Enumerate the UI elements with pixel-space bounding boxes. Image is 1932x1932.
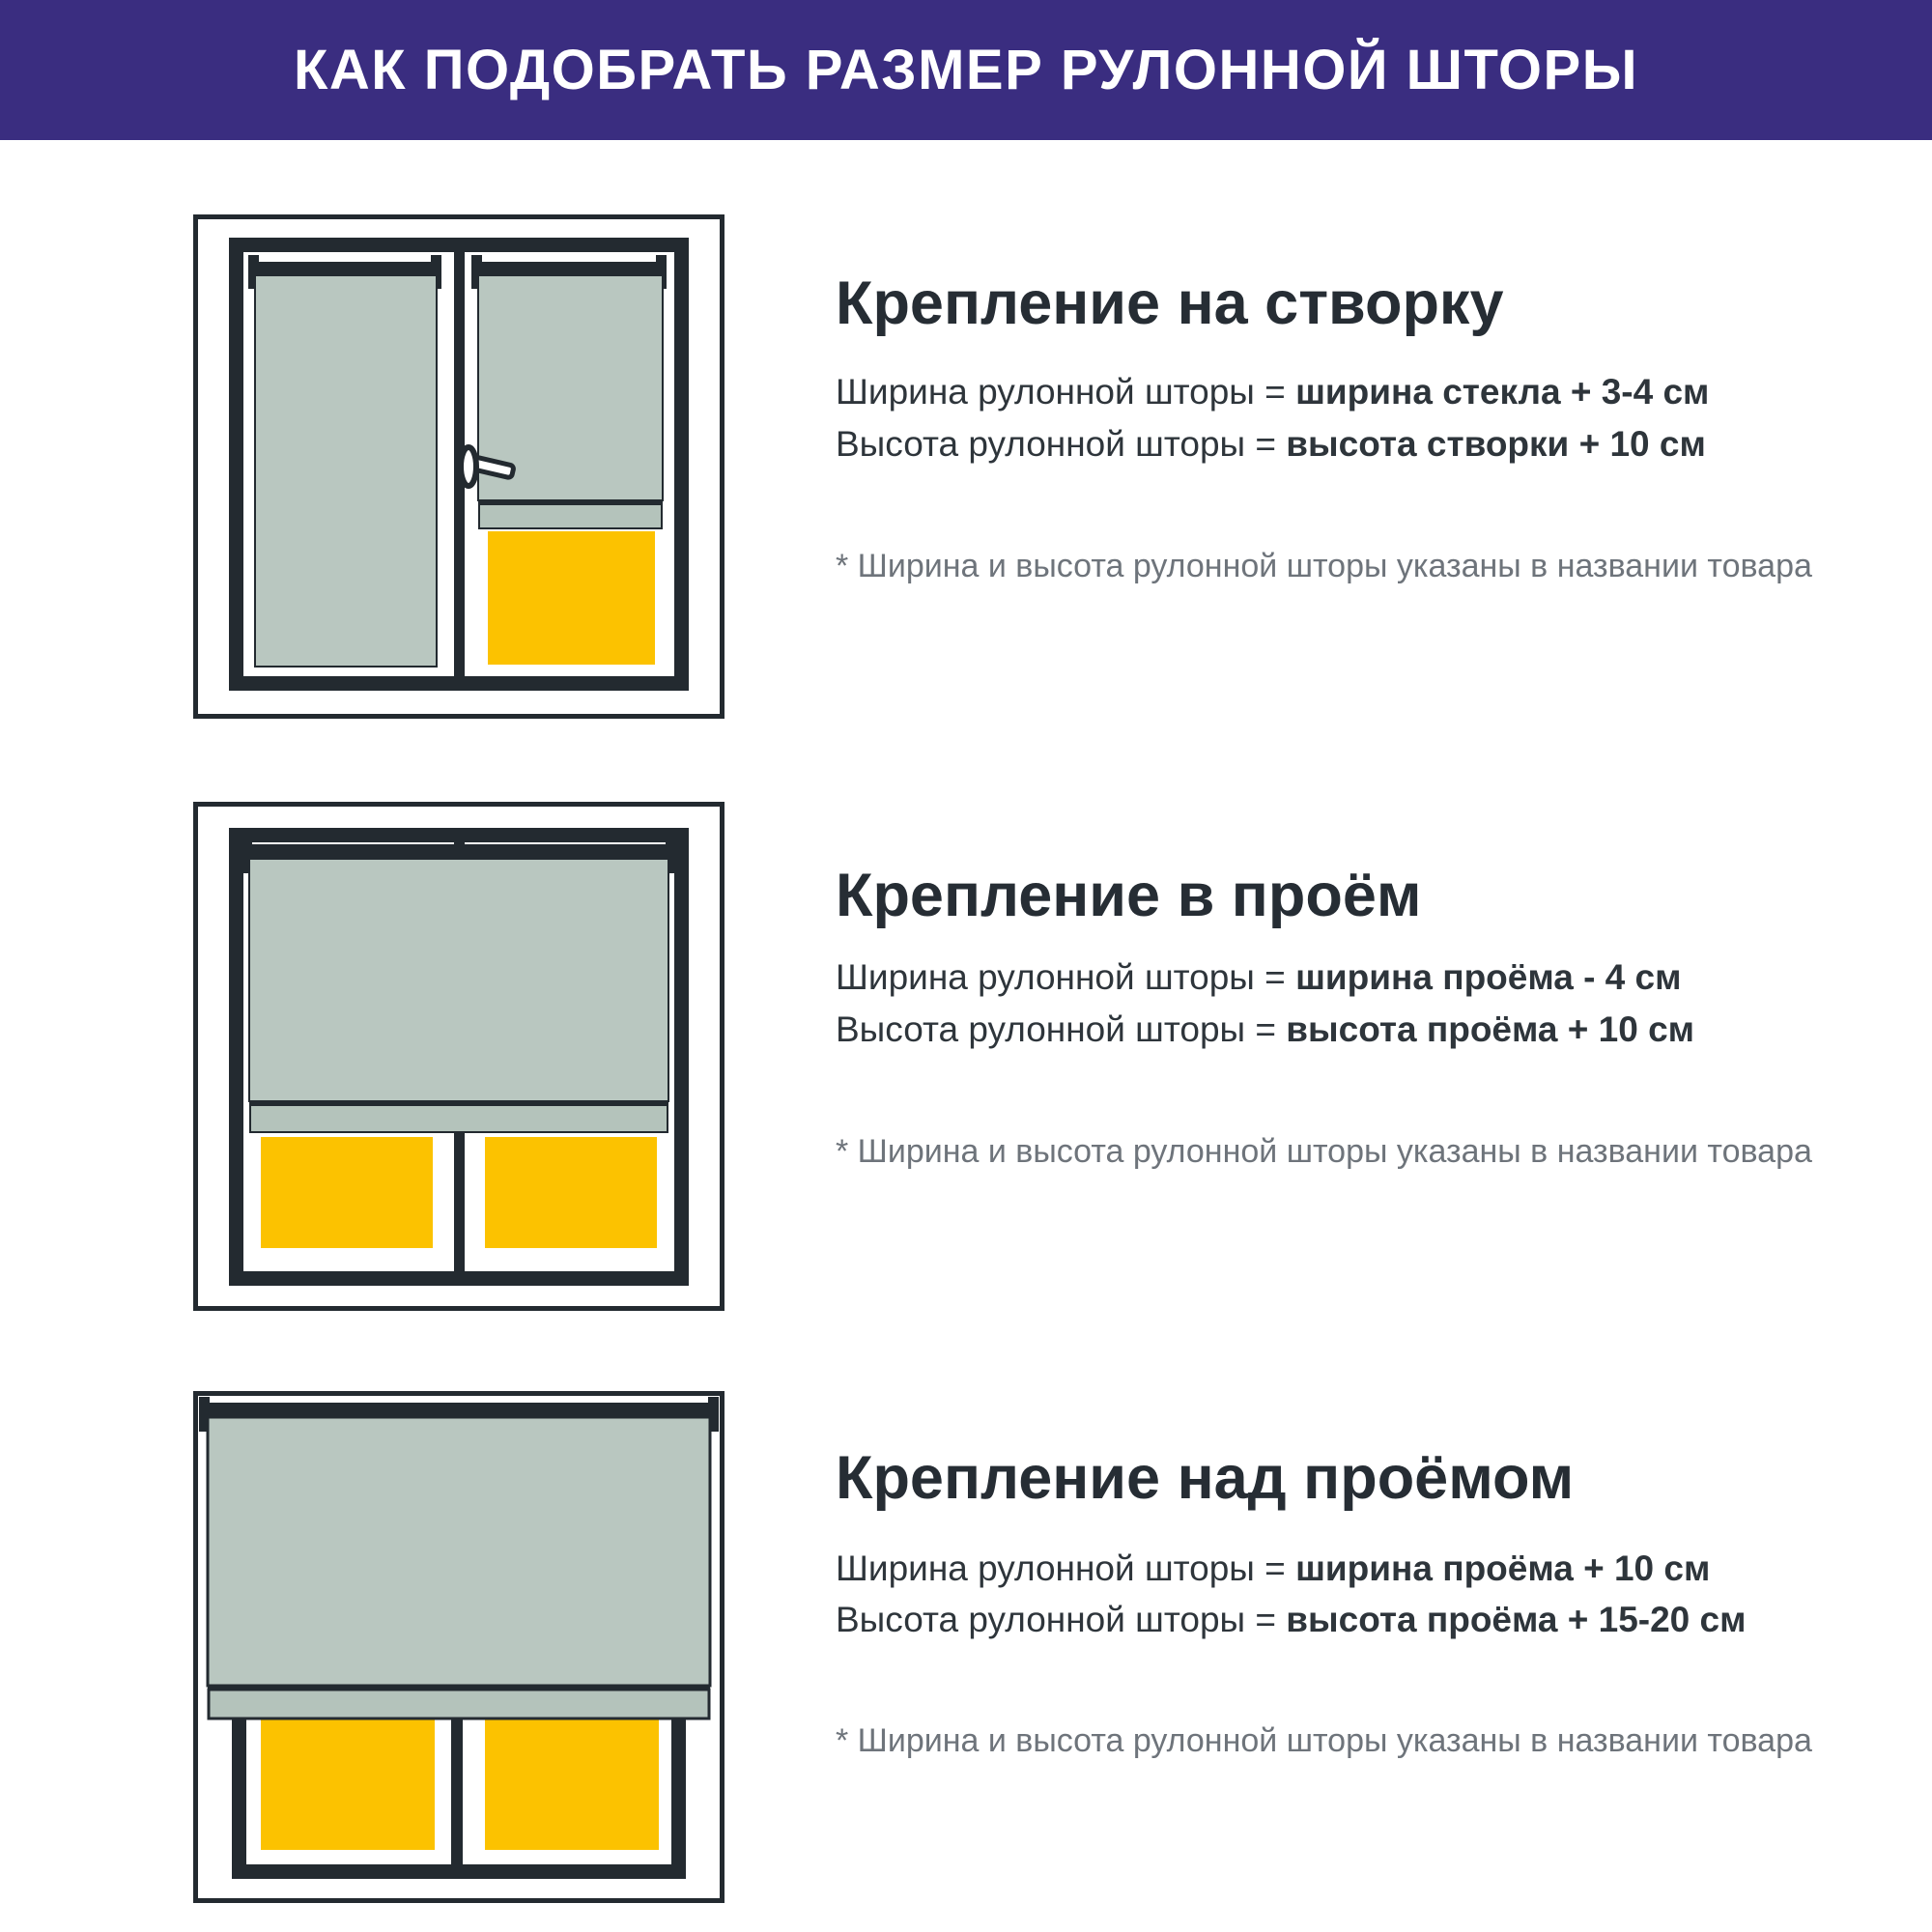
glass-sunlight-right [488,531,655,665]
section-heading: Крепление в проём [836,862,1422,929]
formula-height [836,423,1706,466]
glass-sunlight-right [485,1717,659,1850]
formula-height [836,1599,1747,1641]
banner-title: КАК ПОДОБРАТЬ РАЗМЕР РУЛОННОЙ ШТОРЫ [293,39,1639,101]
blind-fabric [208,1417,710,1686]
formula-height-value: высота проёма + 10 см [1286,1009,1695,1049]
section-mount-on-sash [0,214,1932,755]
blind-bottom-bar [479,504,662,528]
section-heading: Крепление на створку [836,270,1504,337]
formula-width [836,1548,1710,1590]
section-footnote: * Ширина и высота рулонной шторы указаны в названии товара [836,1133,1812,1170]
formula-height-prefix: Высота рулонной шторы = [836,1600,1287,1639]
glass-sunlight-left [261,1717,435,1850]
section-heading: Крепление над проёмом [836,1444,1575,1512]
glass-sunlight-right [485,1137,657,1248]
formula-height-value: высота створки + 10 см [1286,424,1706,464]
formula-width [836,371,1709,413]
section-footnote: * Ширина и высота рулонной шторы указаны в названии товара [836,1722,1812,1759]
formula-width-value: ширина проёма - 4 см [1295,957,1682,997]
formula-height [836,1009,1694,1051]
blind-header-bar [250,262,440,275]
formula-width-prefix: Ширина рулонной шторы = [836,1548,1296,1588]
blind-fabric-left-sash [255,275,437,667]
diagram-mount-above-opening [193,1391,724,1903]
diagram-mount-in-opening [193,802,724,1312]
blind-header-bar [473,262,665,275]
section-mount-above-opening [0,1391,1932,1932]
blind-bottom-bar [209,1690,709,1719]
blind-fabric [249,859,668,1101]
formula-width-value: ширина проёма + 10 см [1295,1548,1711,1588]
blind-header-bar [244,844,673,859]
blind-header-bar [202,1403,716,1417]
formula-width-prefix: Ширина рулонной шторы = [836,372,1296,412]
section-footnote: * Ширина и высота рулонной шторы указаны в названии товара [836,548,1812,584]
formula-height-prefix: Высота рулонной шторы = [836,1009,1287,1049]
glass-sunlight-left [261,1137,433,1248]
formula-width [836,956,1682,999]
formula-height-prefix: Высота рулонной шторы = [836,424,1287,464]
window-handle-base [461,447,476,486]
section-mount-in-opening [0,802,1932,1343]
banner [0,0,1932,140]
diagram-mount-on-sash [193,214,724,720]
formula-width-prefix: Ширина рулонной шторы = [836,957,1296,997]
formula-height-value: высота проёма + 15-20 см [1286,1600,1747,1639]
formula-width-value: ширина стекла + 3-4 см [1295,372,1710,412]
blind-bottom-bar [250,1105,668,1132]
